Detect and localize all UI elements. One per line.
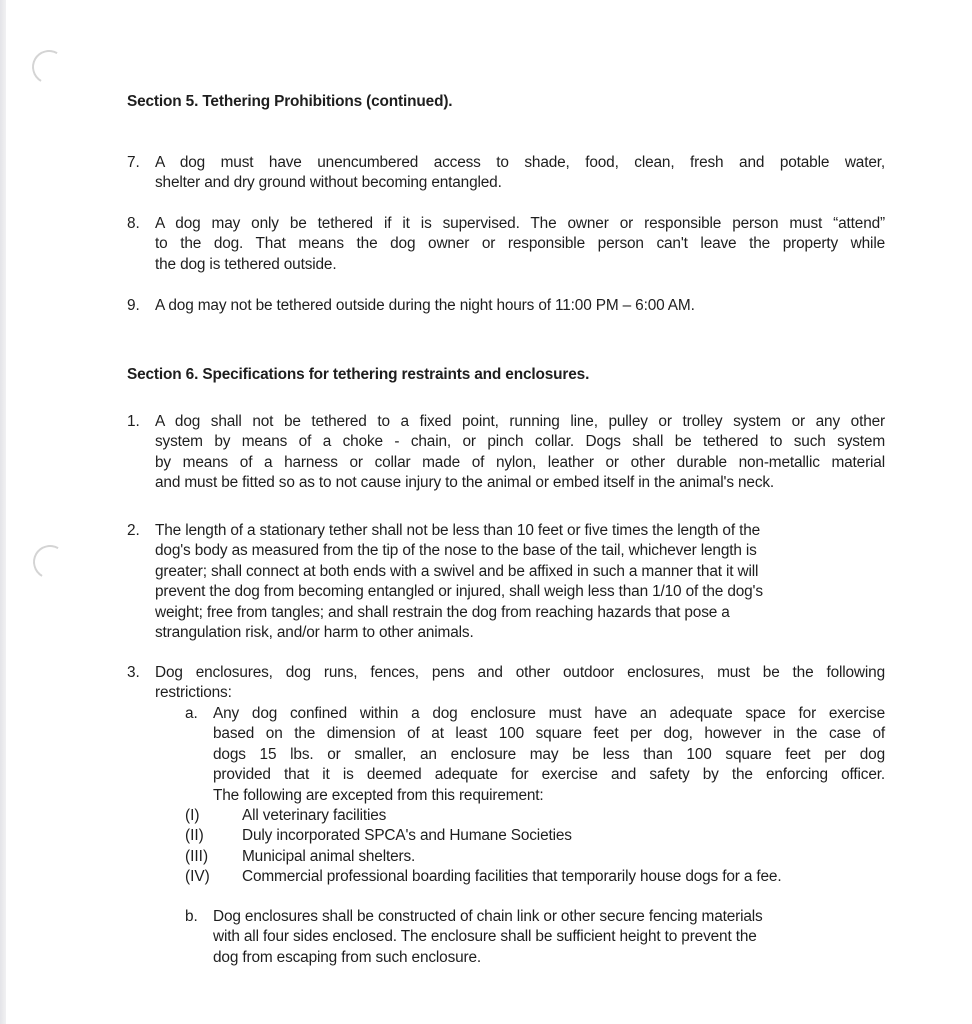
section-5-heading: Section 5. Tethering Prohibitions (continued). bbox=[127, 93, 453, 110]
list-item-text-line: to the dog. That means the dog owner or responsible person can't leave the property while bbox=[155, 235, 885, 253]
section-6-heading: Section 6. Specifications for tethering restraints and enclosures. bbox=[127, 366, 590, 383]
list-item-number: 2. bbox=[127, 522, 140, 539]
list-item-text-line: the dog is tethered outside. bbox=[155, 255, 337, 273]
exception-numeral: (I) bbox=[185, 807, 200, 824]
page-left-edge bbox=[0, 0, 6, 1024]
list-item-text-line: and must be fitted so as to not cause injury to the animal or embed itself in the animal's neck. bbox=[155, 474, 775, 492]
list-item-text-line: The length of a stationary tether shall not be less than 10 feet or five times the length of the bbox=[155, 522, 761, 539]
exception-text: Duly incorporated SPCA's and Humane Societies bbox=[242, 827, 572, 845]
list-item-text-line: A dog shall not be tethered to a fixed point, running line, pulley or trolley system or any other bbox=[155, 413, 885, 430]
list-item-text-line: A dog may only be tethered if it is supervised. The owner or responsible person must “attend” bbox=[155, 215, 885, 232]
exception-text: Municipal animal shelters. bbox=[242, 847, 416, 865]
sub-item-text-line: The following are excepted from this requirement: bbox=[213, 786, 544, 804]
sub-item-text-line: Any dog confined within a dog enclosure must have an adequate space for exercise bbox=[213, 705, 885, 722]
list-item-text-line: prevent the dog from becoming entangled or injured, shall weigh less than 1/10 of the dog's bbox=[155, 583, 763, 601]
exception-numeral: (II) bbox=[185, 827, 204, 845]
sub-item-text-line: provided that it is deemed adequate for exercise and safety by the enforcing officer. bbox=[213, 766, 885, 784]
exception-numeral: (IV) bbox=[185, 868, 210, 886]
exception-text: All veterinary facilities bbox=[242, 807, 387, 824]
list-item-text-line: strangulation risk, and/or harm to other animals. bbox=[155, 624, 474, 641]
sub-item-text-line: dogs 15 lbs. or smaller, an enclosure may be less than 100 square feet per dog bbox=[213, 745, 885, 763]
list-item-text-line: greater; shall connect at both ends with a swivel and be affixed in such a manner that it will bbox=[155, 562, 759, 580]
sub-item-text-line: based on the dimension of at least 100 square feet per dog, however in the case of bbox=[213, 725, 885, 743]
punch-hole-mark bbox=[28, 46, 70, 88]
list-item-text-line: A dog may not be tethered outside during the night hours of 11:00 PM – 6:00 AM. bbox=[155, 297, 695, 314]
list-item-text-line: A dog must have unencumbered access to shade, food, clean, fresh and potable water, bbox=[155, 154, 885, 171]
list-item-text-line: system by means of a choke - chain, or pinch collar. Dogs shall be tethered to such system bbox=[155, 433, 885, 451]
exception-text: Commercial professional boarding facilities that temporarily house dogs for a fee. bbox=[242, 868, 782, 886]
sub-item-text-line: dog from escaping from such enclosure. bbox=[213, 948, 482, 966]
sub-item-text-line: Dog enclosures shall be constructed of chain link or other secure fencing materials bbox=[213, 908, 763, 925]
list-item-text-line: shelter and dry ground without becoming entangled. bbox=[155, 174, 502, 192]
list-item-text-line: Dog enclosures, dog runs, fences, pens and other outdoor enclosures, must be the following bbox=[155, 664, 885, 681]
list-item-text-line: by means of a harness or collar made of nylon, leather or other durable non-metallic material bbox=[155, 453, 885, 471]
sub-item-letter: a. bbox=[185, 705, 198, 722]
list-item-text-line: weight; free from tangles; and shall restrain the dog from reaching hazards that pose a bbox=[155, 603, 730, 621]
list-item-number: 8. bbox=[127, 215, 140, 232]
list-item-number: 9. bbox=[127, 297, 140, 314]
list-item-number: 3. bbox=[127, 664, 140, 681]
exception-numeral: (III) bbox=[185, 847, 209, 865]
sub-item-text-line: with all four sides enclosed. The enclosure shall be sufficient height to prevent the bbox=[213, 928, 757, 946]
sub-item-letter: b. bbox=[185, 908, 198, 925]
list-item-text-line: dog's body as measured from the tip of the nose to the base of the tail, whichever length is bbox=[155, 542, 757, 560]
list-item-number: 7. bbox=[127, 154, 140, 171]
punch-hole-mark bbox=[29, 541, 71, 583]
list-item-number: 1. bbox=[127, 413, 140, 430]
list-item-text-line: restrictions: bbox=[155, 684, 232, 702]
